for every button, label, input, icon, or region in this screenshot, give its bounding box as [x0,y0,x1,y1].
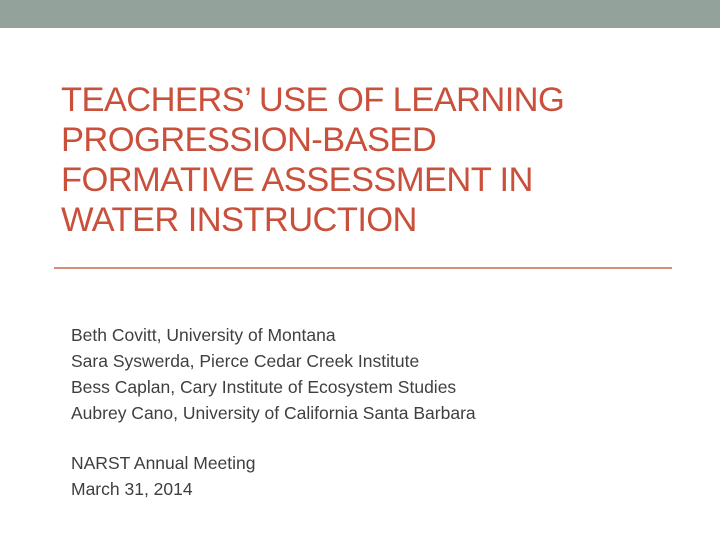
event-name: NARST Annual Meeting [71,453,256,473]
title-line-3: FORMATIVE ASSESSMENT IN [61,161,533,199]
title-line-1: TEACHERS’ USE OF LEARNING [61,81,565,119]
title-line-4: WATER INSTRUCTION [61,201,417,239]
slide-title [61,80,681,240]
event-date: March 31, 2014 [71,479,193,499]
title-divider [54,267,672,269]
author-line: Sara Syswerda, Pierce Cedar Creek Institute [71,351,420,371]
author-line: Aubrey Cano, University of California Santa Barbara [71,403,476,423]
author-line: Beth Covitt, University of Montana [71,325,336,345]
title-line-2: PROGRESSION-BASED [61,121,437,159]
top-accent-bar [0,0,720,28]
spacer [71,426,691,450]
slide-body [71,322,691,502]
author-line: Bess Caplan, Cary Institute of Ecosystem Studies [71,377,457,397]
